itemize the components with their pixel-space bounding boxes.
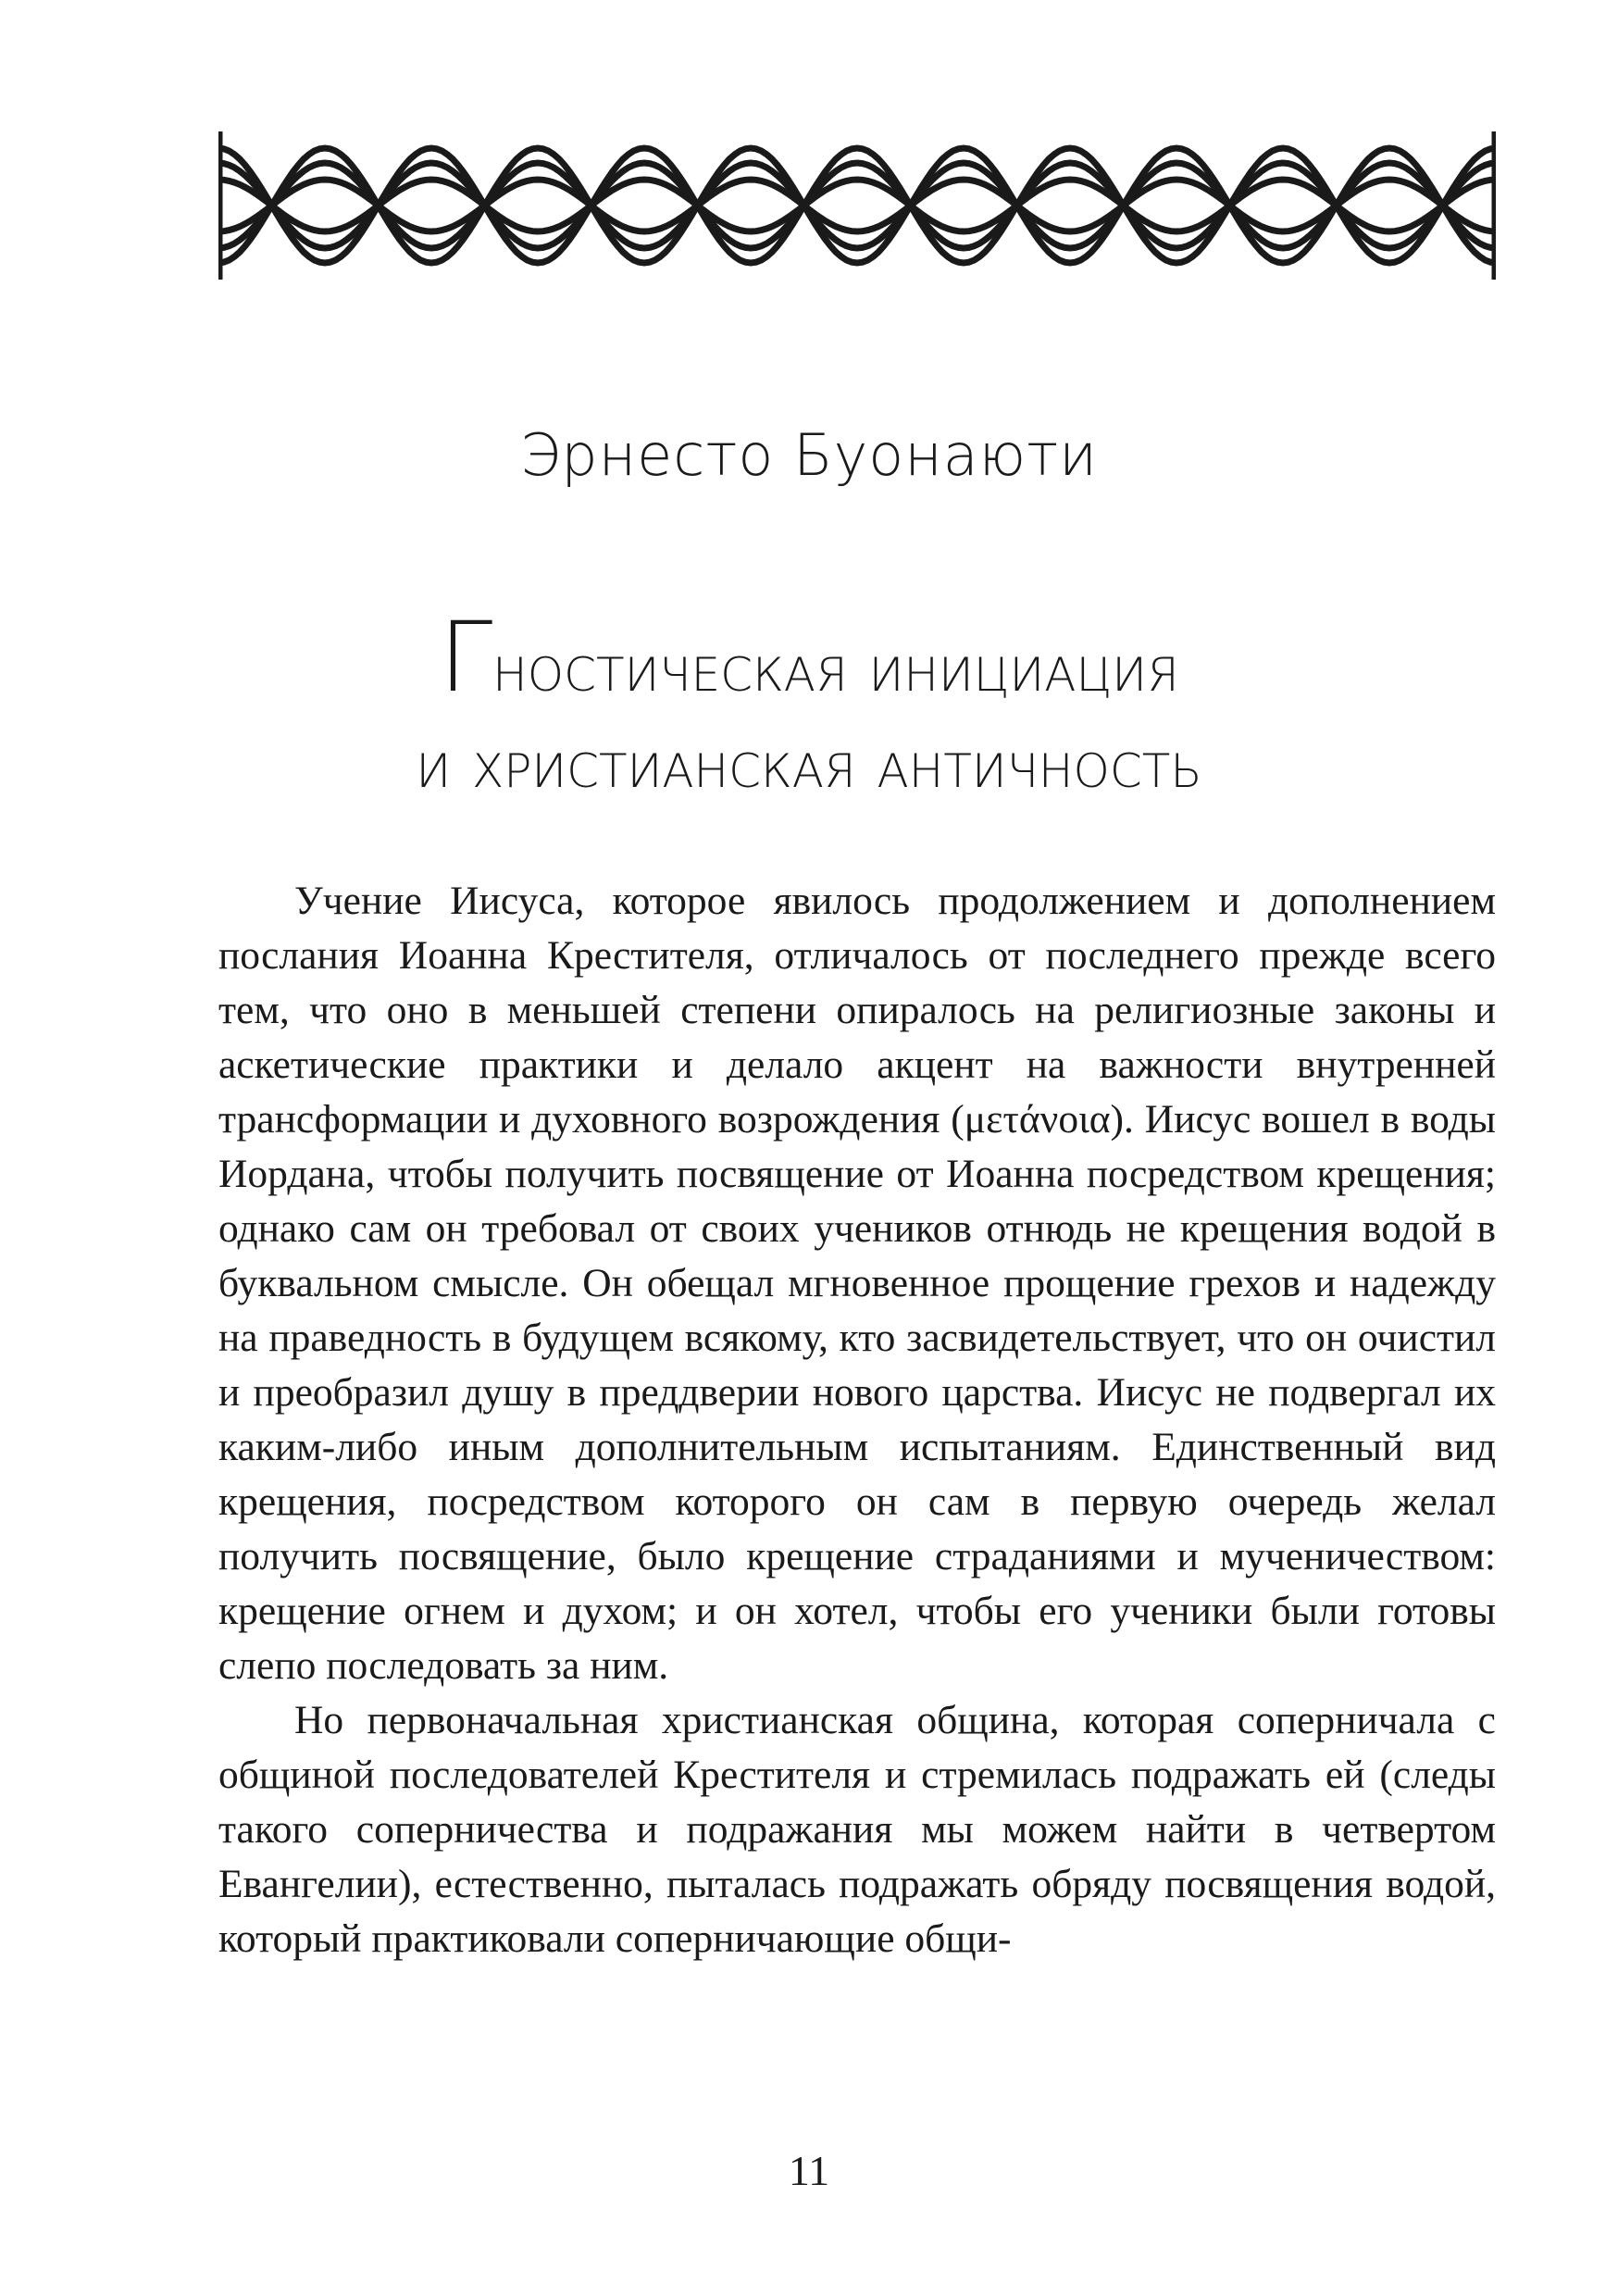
ornament-wave — [218, 163, 1496, 248]
paragraph: Учение Иисуса, которое явилось продолжением и дополнением послания Иоанна Крестителя, отличалось от последнего прежде всего тем, что оно в меньшей степени опиралось на религиозные законы и аскетические практики и делало акцент на важности внутренней трансформации и духовного возрождения (μετάνοια). Иисус вошел в воды Иордана, чтобы получить посвящение от Иоанна посредством крещения; однако сам он требовал от своих учеников отнюдь не крещения водой в буквальном смысле. Он обещал мгновенное прощение грехов и надежду на праведность в будущем всякому, кто засвидетельствует, что он очистил и преобразил душу в преддверии нового царства. Иисус не подвергал их каким-либо иным дополнительным испытаниям. Единственный вид крещения, посредством которого он сам в первую очередь желал получить посвящение, было крещение страданиями и мученичеством: крещение огнем и духом; и он хотел, чтобы его ученики были готовы слепо последовать за ним. — [218, 879, 1496, 1688]
title-line-2: и христианская античность — [416, 725, 1202, 803]
page-number: 11 — [788, 2147, 830, 2194]
title-line-1 — [0, 601, 1618, 716]
title-initial: Г — [439, 601, 493, 714]
ornament-wave — [218, 163, 1496, 248]
author-name: Эрнесто Буонаюти — [519, 421, 1098, 489]
ornament-svg — [218, 131, 1496, 280]
chapter-title — [0, 601, 1618, 812]
body-text — [218, 874, 1496, 1966]
paragraph: Но первоначальная христианская община, которая соперничала с общиной последователей Крестителя и стремилась подражать ей (следы такого соперничества и подражания мы можем найти в четвертом Евангелии), естественно, пыталась подражать обряду посвящения водой, который практиковали соперничающие общи- — [218, 1698, 1496, 1961]
braided-wave-ornament-icon — [218, 131, 1496, 280]
title-line-1-rest: ностическая инициация — [492, 629, 1179, 706]
